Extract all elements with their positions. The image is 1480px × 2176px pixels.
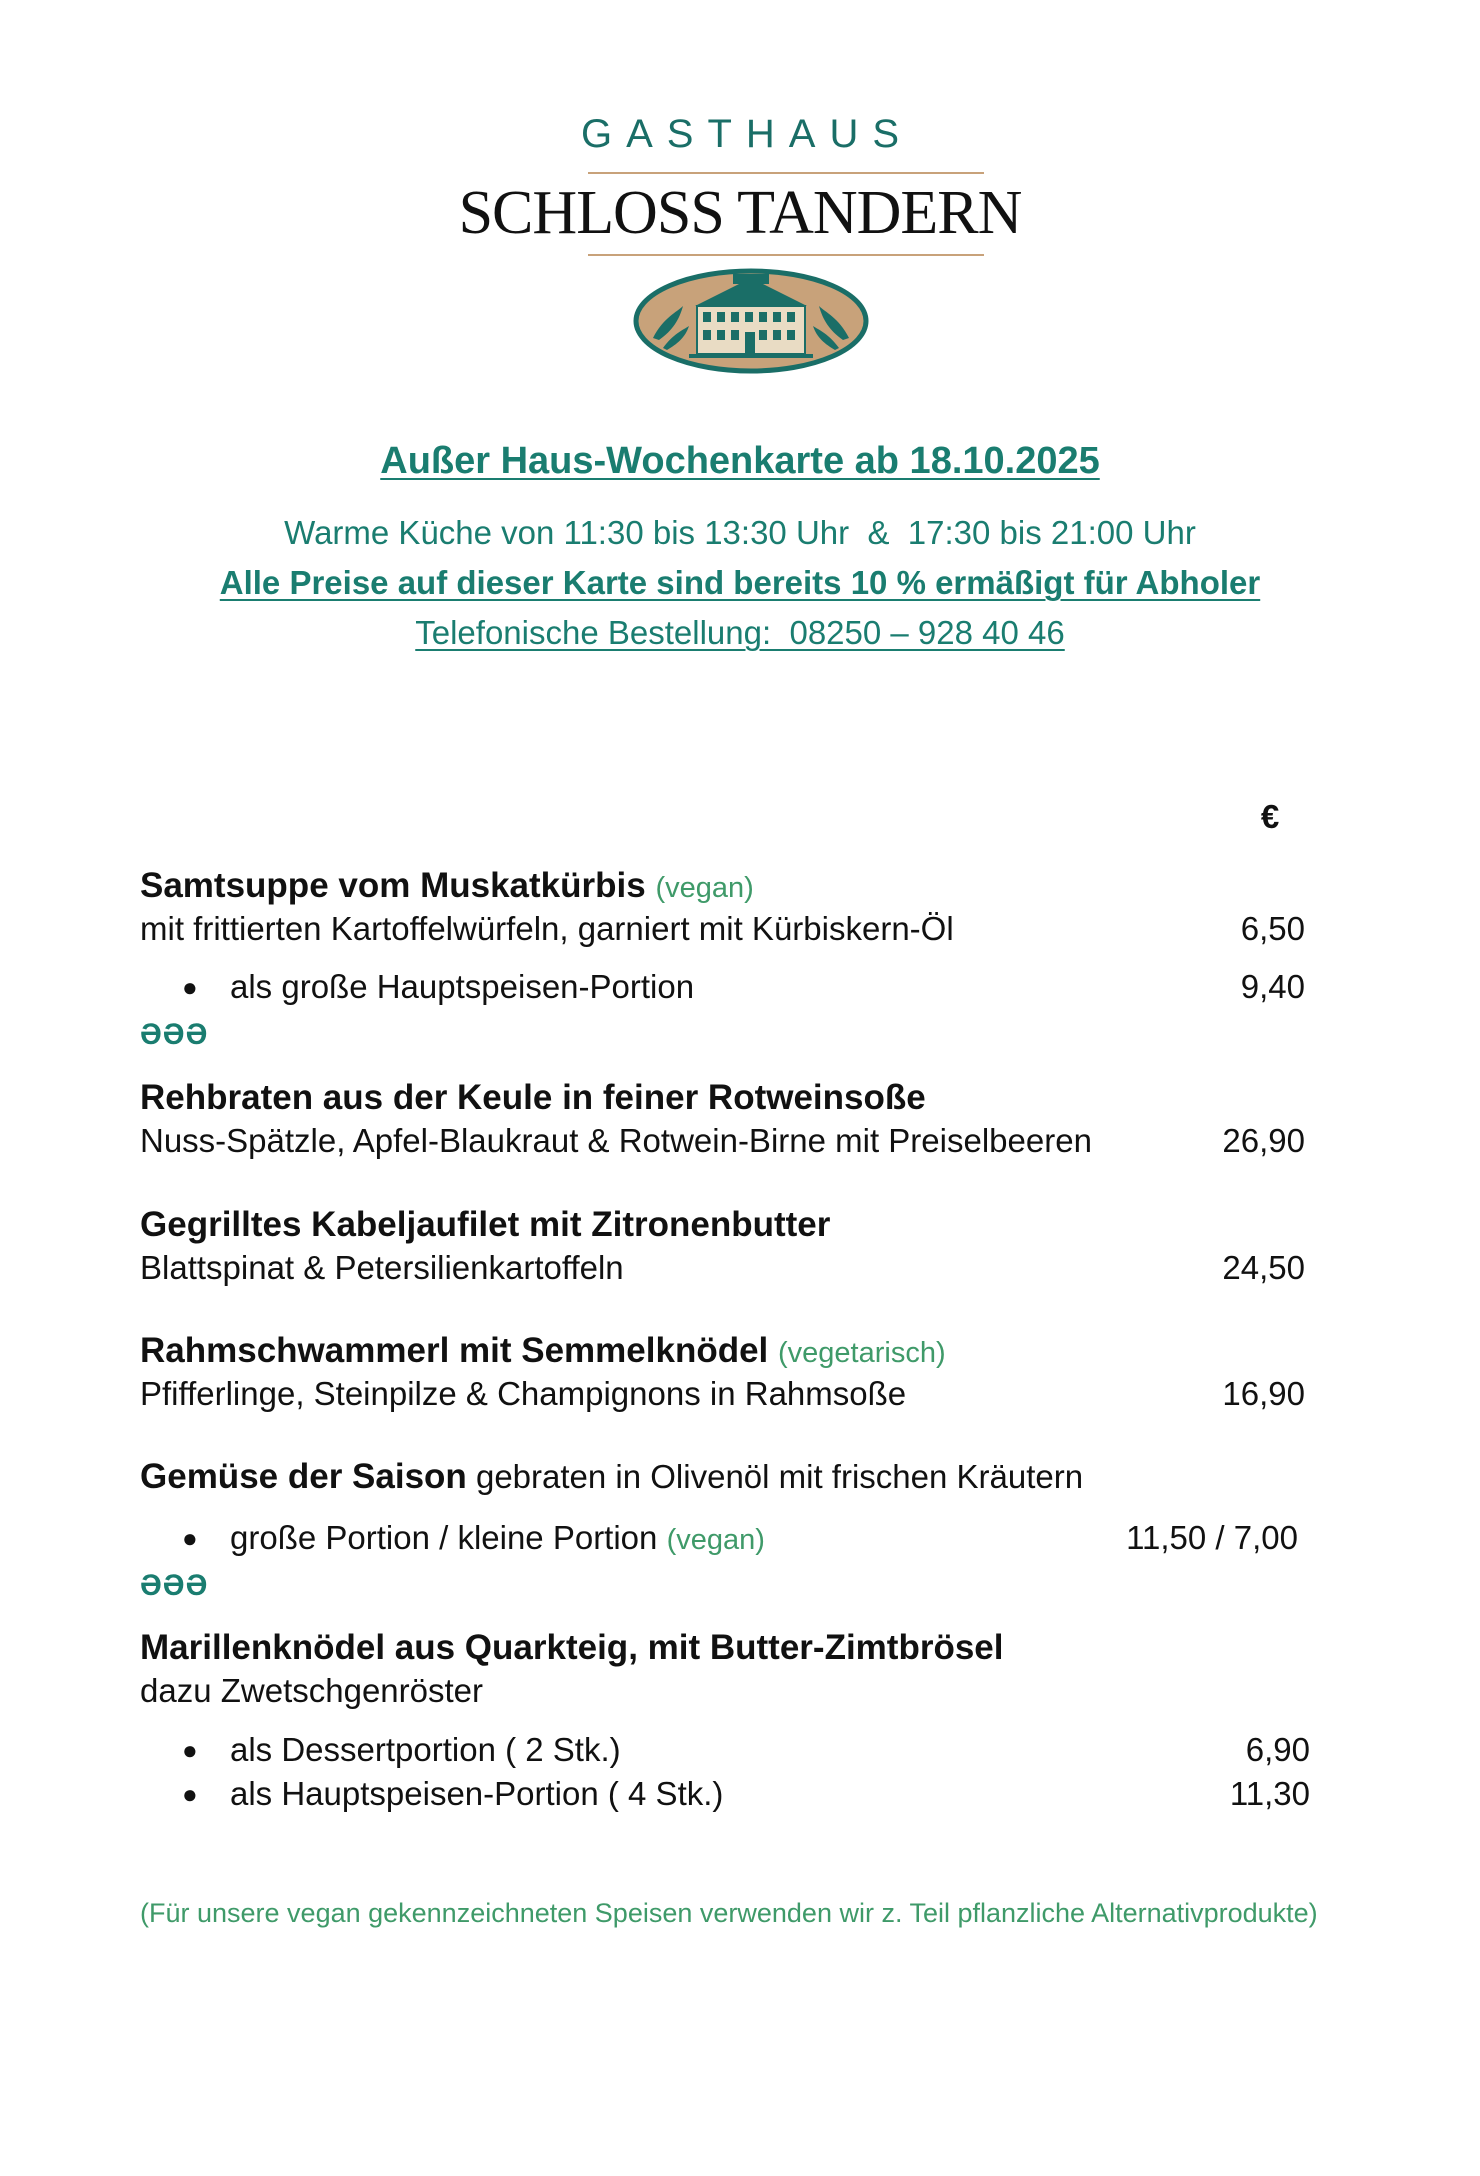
item-subtitle: gebraten in Olivenöl mit frischen Kräutern <box>466 1458 1084 1495</box>
castle-building-icon <box>633 268 869 374</box>
item-name: Samtsuppe vom Muskatkürbis <box>140 866 646 905</box>
currency-symbol: € <box>1260 798 1280 835</box>
menu-item-title: Gegrilltes Kabeljaufilet mit Zitronenbutter <box>140 1205 831 1244</box>
bullet-icon: ● <box>182 1735 198 1765</box>
option-price: 6,90 <box>1245 1731 1310 1768</box>
discount-notice: Alle Preise auf dieser Karte sind bereits 10 % ermäßigt für Abholer <box>219 564 1261 601</box>
logo-divider-top <box>588 172 984 174</box>
diet-tag: (vegetarisch) <box>778 1337 946 1369</box>
menu-item-price: 6,50 <box>1240 910 1305 947</box>
logo-restaurant-name: SCHLOSS TANDERN <box>458 179 1022 247</box>
option-label: als Hauptspeisen-Portion ( 4 Stk.) <box>230 1775 724 1812</box>
option-label: als Dessertportion ( 2 Stk.) <box>230 1731 621 1768</box>
bullet-icon: ● <box>182 1523 198 1553</box>
section-divider: ƏƏƏ <box>140 1569 209 1602</box>
menu-item-description: Pfifferlinge, Steinpilze & Champignons in Rahmsoße <box>140 1375 907 1412</box>
option-price: 11,30 <box>1229 1775 1310 1812</box>
option-price: 11,50 / 7,00 <box>1126 1519 1298 1556</box>
menu-item-title <box>140 1457 1083 1497</box>
option-label: als große Hauptspeisen-Portion <box>230 968 695 1005</box>
diet-tag: (vegan) <box>655 872 754 904</box>
footer-note: (Für unsere vegan gekennzeichneten Speisen verwenden wir z. Teil pflanzliche Alternativprodukte) <box>140 1898 1318 1928</box>
option-label: große Portion / kleine Portion (vegan) <box>230 1519 765 1556</box>
logo-gasthaus-text: GASTHAUS <box>580 112 914 156</box>
bullet-icon: ● <box>182 972 198 1002</box>
menu-item-title <box>140 866 754 906</box>
kitchen-hours: Warme Küche von 11:30 bis 13:30 Uhr & 17:30 bis 21:00 Uhr <box>284 514 1196 551</box>
option-price: 9,40 <box>1240 968 1305 1005</box>
page-title: Außer Haus-Wochenkarte ab 18.10.2025 <box>380 440 1100 482</box>
menu-item-title: Rehbraten aus der Keule in feiner Rotweinsoße <box>140 1078 926 1117</box>
logo-divider-bottom <box>588 254 984 256</box>
menu-item-description: dazu Zwetschgenröster <box>140 1672 484 1709</box>
menu-item-description: Blattspinat & Petersilienkartoffeln <box>140 1249 624 1286</box>
item-name: Gemüse der Saison <box>140 1457 467 1496</box>
section-divider: ƏƏƏ <box>140 1018 209 1051</box>
menu-item-price: 16,90 <box>1222 1375 1305 1412</box>
menu-item-description: Nuss-Spätzle, Apfel-Blaukraut & Rotwein-Birne mit Preiselbeeren <box>140 1122 1092 1159</box>
item-name: Rahmschwammerl mit Semmelknödel <box>140 1331 769 1370</box>
menu-item-title: Marillenknödel aus Quarkteig, mit Butter-Zimtbrösel <box>140 1628 1004 1667</box>
menu-item-title <box>140 1331 946 1371</box>
bullet-icon: ● <box>182 1779 198 1809</box>
menu-item-description: mit frittierten Kartoffelwürfeln, garniert mit Kürbiskern-Öl <box>140 910 954 947</box>
menu-item-price: 24,50 <box>1222 1249 1305 1286</box>
menu-item-price: 26,90 <box>1222 1122 1305 1159</box>
diet-tag: (vegan) <box>666 1524 765 1556</box>
phone-order-info: Telefonische Bestellung: 08250 – 928 40 46 <box>415 614 1065 651</box>
